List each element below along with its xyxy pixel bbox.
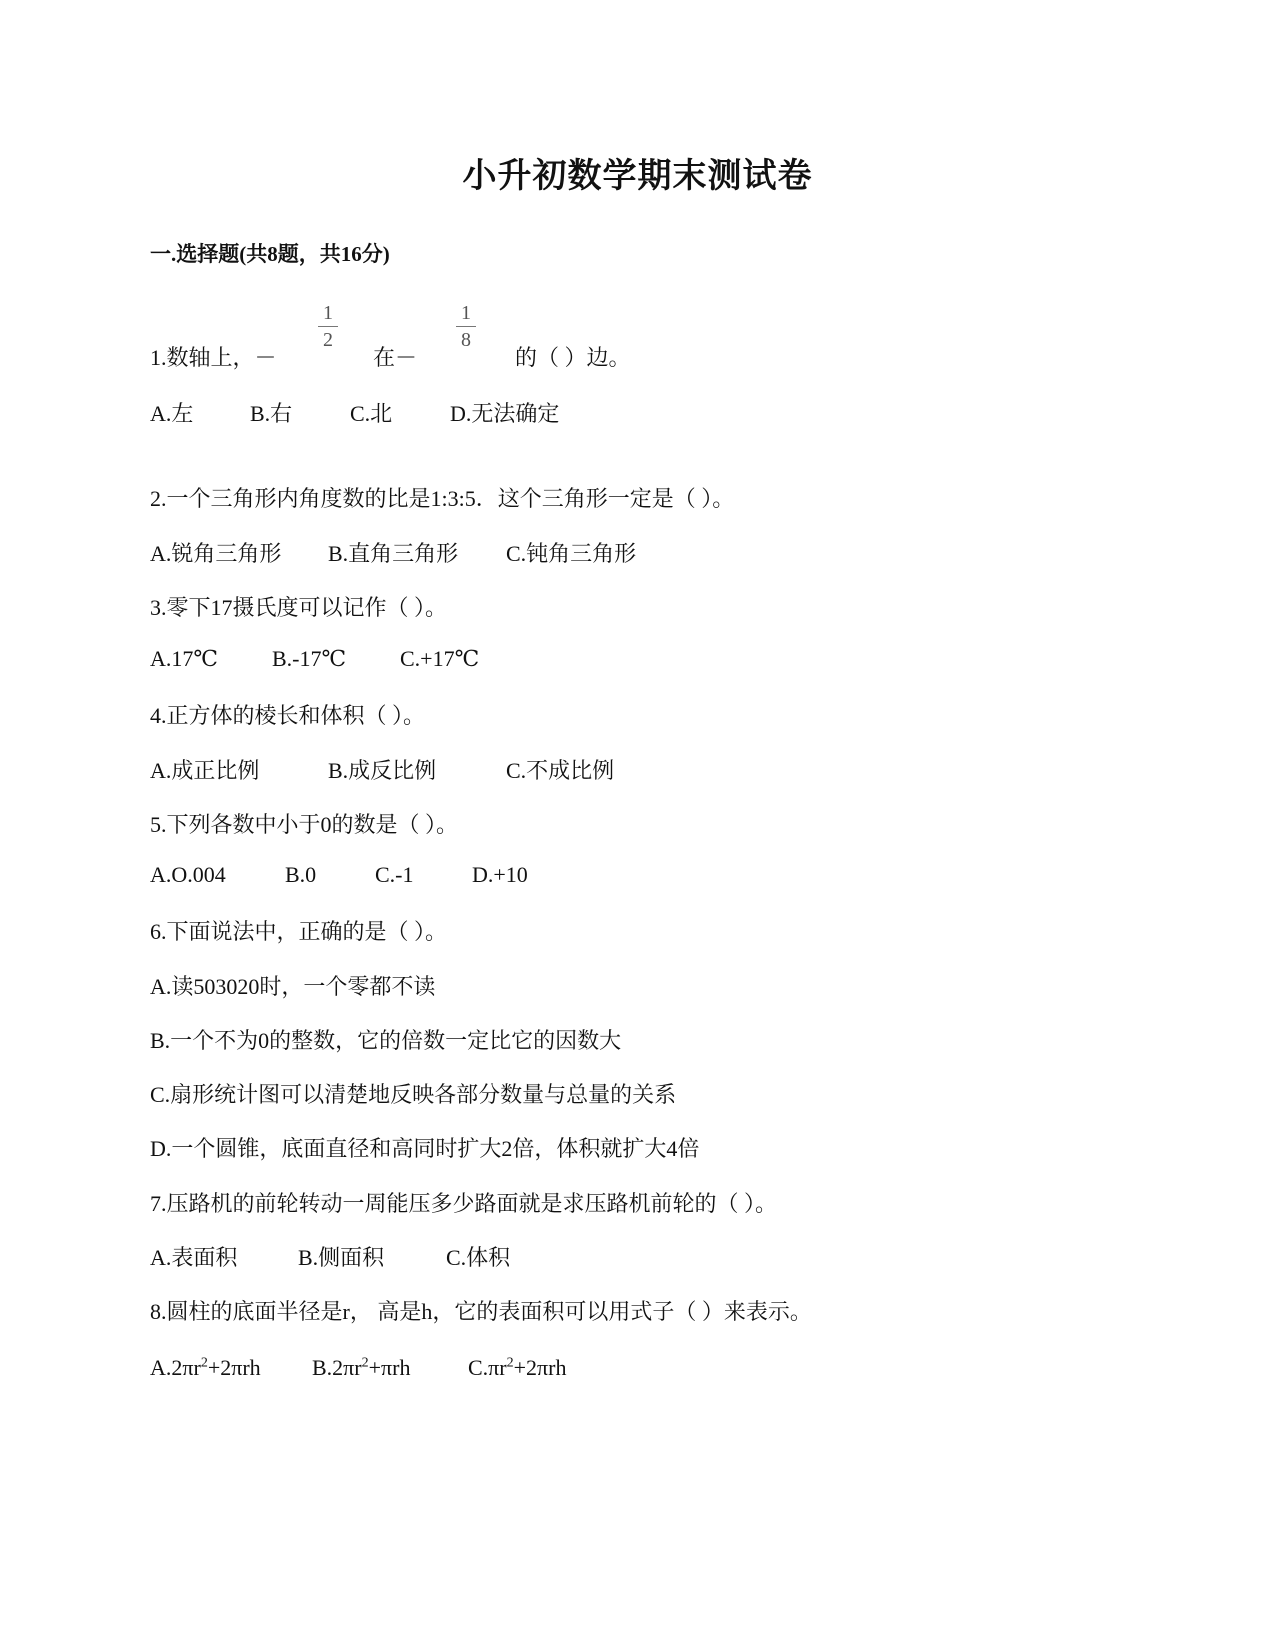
q6-option-c: C.扇形统计图可以清楚地反映各部分数量与总量的关系: [150, 1082, 677, 1107]
q4-option-a: A.成正比例: [150, 758, 260, 783]
q3-option-a: A.17℃: [150, 646, 218, 671]
q7-options: [150, 1241, 510, 1272]
fraction-bar: [456, 326, 476, 327]
q4-option-c: C.不成比例: [506, 758, 615, 783]
q5-option-d: D.+10: [472, 862, 528, 887]
question-4: 4.正方体的棱长和体积（ ）。: [150, 703, 426, 728]
q8-option-b: [312, 1355, 468, 1381]
q4-options: [150, 754, 614, 785]
fraction-one-half: [313, 300, 343, 353]
q2-option-a: A.锐角三角形: [150, 541, 282, 566]
fraction-numerator: 1: [461, 302, 471, 324]
fraction-denominator: 8: [461, 329, 471, 351]
q5-option-b: B.0: [285, 862, 317, 887]
question-3: 3.零下17摄氏度可以记作（ ）。: [150, 595, 448, 620]
q5-options: [150, 862, 528, 888]
q5-option-a: A.O.004: [150, 862, 226, 887]
q3-option-b: B.-17℃: [272, 646, 347, 671]
q6-option-d: D.一个圆锥，底面直径和高同时扩大2倍，体积就扩大4倍: [150, 1136, 700, 1161]
fraction-numerator: 1: [323, 302, 333, 324]
q8-b-pre: B.2πr: [312, 1355, 362, 1380]
q7-option-c: C.体积: [446, 1245, 511, 1270]
q8-b-post: +πrh: [368, 1355, 411, 1380]
q1-text-part3: 的（ ）边。: [515, 345, 631, 370]
q1-text-part1: 1.数轴上，－: [150, 345, 277, 370]
q3-options: [150, 646, 479, 672]
q4-option-b: B.成反比例: [328, 758, 437, 783]
question-5: 5.下列各数中小于0的数是（ ）。: [150, 812, 459, 837]
q1-option-c: C.北: [350, 401, 393, 426]
q1-option-a: A.左: [150, 401, 194, 426]
q6-option-a: A.读503020时，一个零都不读: [150, 974, 436, 999]
fraction-denominator: 2: [323, 329, 333, 351]
q7-option-a: A.表面积: [150, 1245, 238, 1270]
q8-a-sup: 2: [200, 1355, 208, 1371]
fraction-one-eighth: [451, 300, 481, 353]
q2-option-b: B.直角三角形: [328, 541, 459, 566]
question-1: [150, 341, 277, 372]
q1-option-d: D.无法确定: [450, 401, 560, 426]
question-2: 2.一个三角形内角度数的比是1:3:5．这个三角形一定是（ ）。: [150, 486, 735, 511]
q1-text-part2: 在－: [373, 345, 418, 370]
q8-a-post: +2πrh: [207, 1355, 261, 1380]
q8-options: [150, 1355, 566, 1381]
q5-option-c: C.-1: [375, 862, 414, 887]
q8-option-a: [150, 1355, 312, 1381]
q1-option-b: B.右: [250, 401, 293, 426]
q8-c-post: +2πrh: [513, 1355, 567, 1380]
section-heading: 一.选择题(共8题，共16分): [150, 242, 390, 266]
question-7: 7.压路机的前轮转动一周能压多少路面就是求压路机前轮的（ ）。: [150, 1191, 778, 1216]
q8-b-sup: 2: [361, 1355, 369, 1371]
q8-c-sup: 2: [506, 1355, 514, 1371]
page-title: 小升初数学期末测试卷: [462, 158, 813, 195]
q7-option-b: B.侧面积: [298, 1245, 385, 1270]
q3-option-c: C.+17℃: [400, 646, 480, 671]
q6-option-b: B.一个不为0的整数，它的倍数一定比它的因数大: [150, 1028, 622, 1053]
q8-a-pre: A.2πr: [150, 1355, 201, 1380]
question-8: 8.圆柱的底面半径是r， 高是h，它的表面积可以用式子（ ）来表示。: [150, 1299, 812, 1324]
q2-option-c: C.钝角三角形: [506, 541, 637, 566]
q2-options: [150, 537, 636, 568]
fraction-bar: [318, 326, 338, 327]
question-6: 6.下面说法中，正确的是（ ）。: [150, 919, 448, 944]
q1-options: [150, 397, 559, 428]
q8-option-c: [468, 1355, 566, 1381]
q8-c-pre: C.πr: [468, 1355, 507, 1380]
